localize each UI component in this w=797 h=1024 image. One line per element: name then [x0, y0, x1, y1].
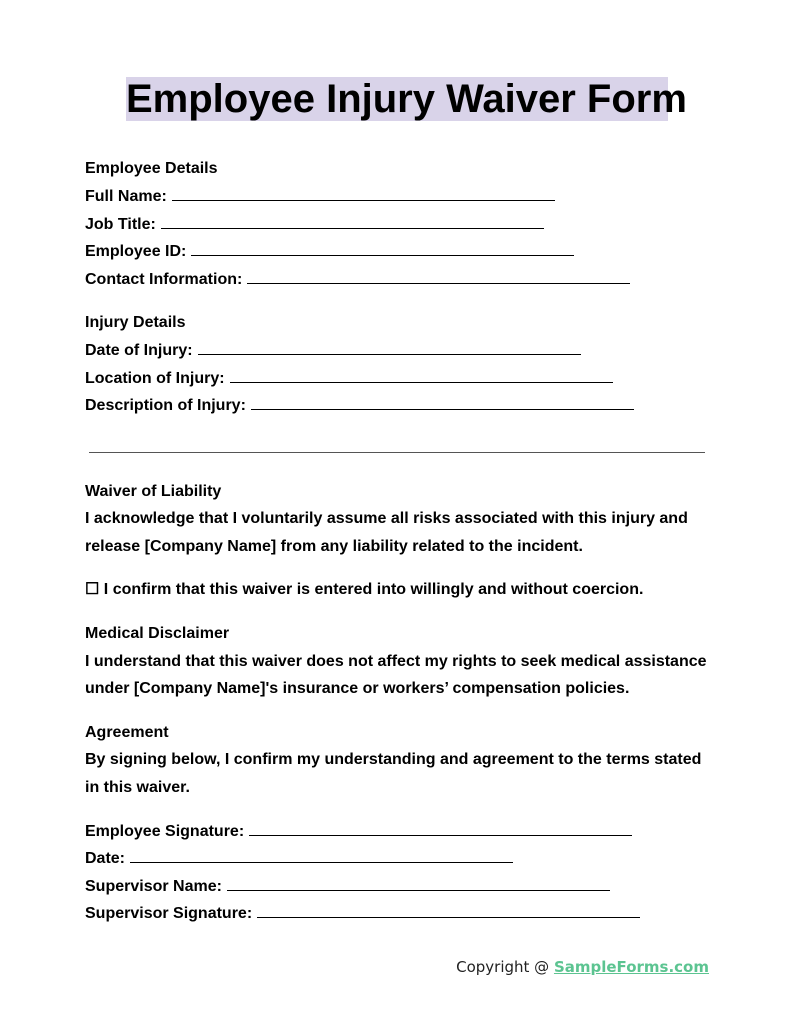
blank-line[interactable]: [251, 395, 634, 410]
label: Contact Information:: [85, 271, 243, 288]
checkbox[interactable]: ☐: [85, 581, 100, 598]
section-heading-injury-details: Injury Details: [85, 314, 186, 331]
label: Date:: [85, 850, 126, 867]
blank-line[interactable]: [191, 241, 574, 256]
supervisor-name-field[interactable]: [85, 876, 610, 897]
confirm-text: I confirm that this waiver is entered into willingly and without coercion.: [103, 581, 644, 598]
section-heading-agreement: Agreement: [85, 724, 169, 741]
date-field[interactable]: [85, 848, 513, 869]
label: Supervisor Name:: [85, 878, 222, 895]
blank-line[interactable]: [247, 269, 630, 284]
job-title-field[interactable]: [85, 214, 544, 235]
blank-line[interactable]: [161, 214, 544, 229]
agreement-text-2: in this waiver.: [85, 779, 190, 796]
date-of-injury-field[interactable]: [85, 340, 581, 361]
label: Full Name:: [85, 188, 167, 205]
employee-id-field[interactable]: [85, 241, 574, 262]
label: Employee ID:: [85, 243, 187, 260]
supervisor-signature-field[interactable]: [85, 903, 640, 924]
contact-field[interactable]: [85, 269, 630, 290]
label: Description of Injury:: [85, 397, 246, 414]
medical-text-1: I understand that this waiver does not affect my rights to seek medical assistance: [85, 653, 707, 670]
blank-line[interactable]: [130, 848, 513, 863]
location-field[interactable]: [85, 368, 613, 389]
full-name-field[interactable]: [85, 186, 555, 207]
blank-line[interactable]: [230, 368, 613, 383]
medical-text-2: under [Company Name]'s insurance or workers’ compensation policies.: [85, 680, 630, 697]
label: Date of Injury:: [85, 342, 193, 359]
sampleforms-link[interactable]: SampleForms.com: [553, 958, 709, 976]
blank-line[interactable]: [249, 821, 632, 836]
blank-line[interactable]: [227, 876, 610, 891]
copyright-text: Copyright @: [456, 958, 554, 976]
waiver-text-2: release [Company Name] from any liability related to the incident.: [85, 538, 583, 555]
label: Employee Signature:: [85, 823, 245, 840]
description-extra-line[interactable]: [89, 452, 705, 453]
employee-signature-field[interactable]: [85, 821, 632, 842]
waiver-text-1: I acknowledge that I voluntarily assume all risks associated with this injury and: [85, 510, 688, 527]
blank-line[interactable]: [198, 340, 581, 355]
copyright: [456, 958, 709, 976]
description-field[interactable]: [85, 395, 634, 416]
blank-line[interactable]: [257, 903, 640, 918]
section-heading-medical: Medical Disclaimer: [85, 625, 230, 642]
agreement-text-1: By signing below, I confirm my understanding and agreement to the terms stated: [85, 751, 702, 768]
label: Supervisor Signature:: [85, 905, 253, 922]
section-heading-waiver: Waiver of Liability: [85, 483, 222, 500]
section-heading-employee-details: Employee Details: [85, 160, 218, 177]
label: Location of Injury:: [85, 370, 225, 387]
page-title: Employee Injury Waiver Form: [126, 77, 687, 121]
blank-line[interactable]: [172, 186, 555, 201]
label: Job Title:: [85, 216, 156, 233]
confirm-row: [85, 580, 643, 600]
